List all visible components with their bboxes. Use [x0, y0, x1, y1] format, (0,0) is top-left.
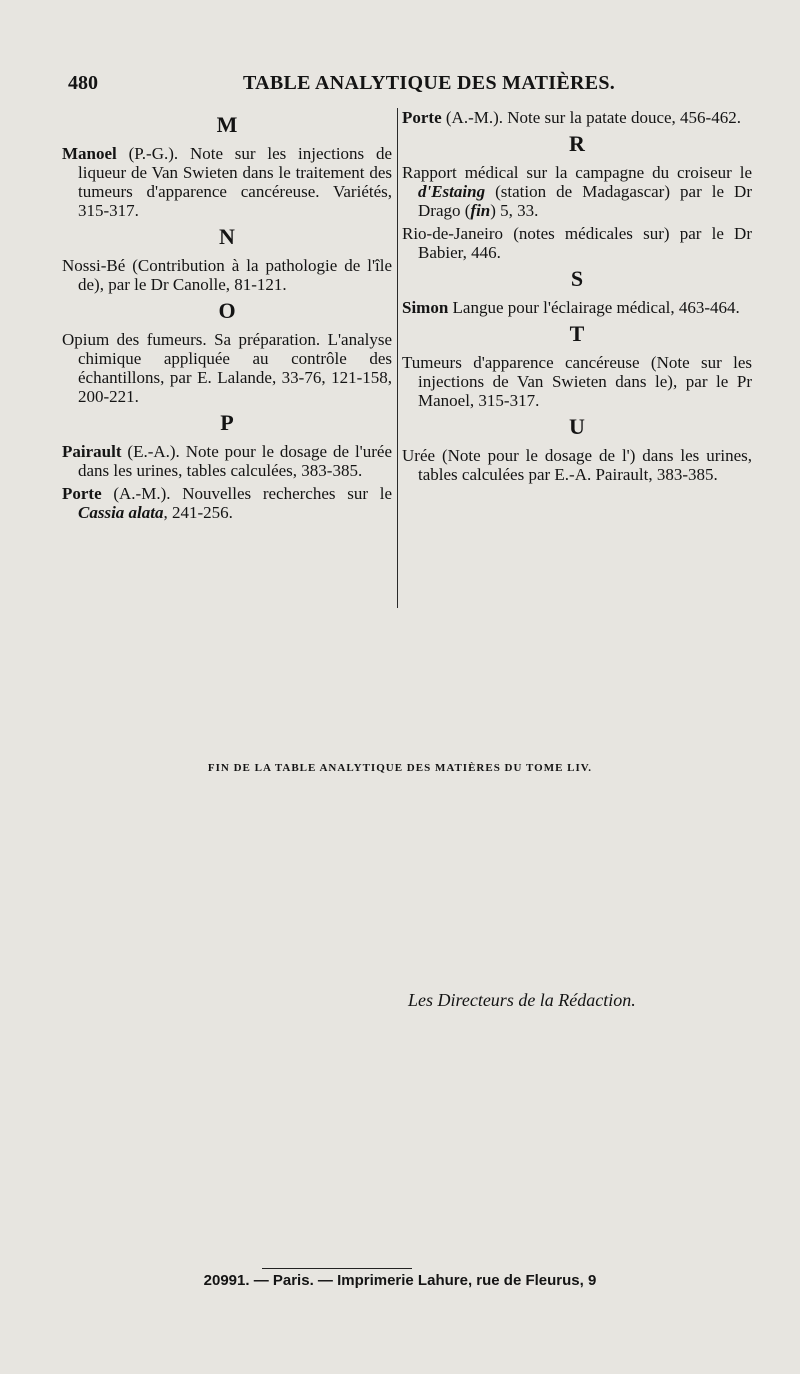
entry-italic: d'Estaing [418, 182, 486, 201]
letter-heading-s: S [570, 266, 584, 291]
index-entry-nossi-be: Nossi-Bé (Contribution à la pathologie de l'île de), par le Dr Canolle, 81-121. [62, 256, 392, 294]
entry-text: (E.-A.). Note pour le dosage de l'urée dans les urines, tables calculées, 383-385. [78, 442, 392, 480]
closing-line: FIN DE LA TABLE ANALYTIQUE DES MATIÈRES DU TOME LIV. [207, 762, 593, 774]
right-column [402, 108, 752, 488]
entry-text: Langue pour l'éclairage médical, 463-464. [448, 298, 740, 317]
index-entry-porte-patate [402, 108, 752, 127]
index-entry-simon [402, 298, 752, 317]
letter-heading-n: N [219, 224, 235, 249]
index-entry-uree: Urée (Note pour le dosage de l') dans les urines, tables calculées par E.-A. Pairault, 383-385. [402, 446, 752, 484]
entry-text: (station de Madagascar) par le Dr Drago ( [418, 182, 752, 220]
index-entry-opium: Opium des fumeurs. Sa préparation. L'analyse chimique appliquée au contrôle des échantillons, par E. Lalande, 33-76, 121-158, 200-221. [62, 330, 392, 406]
page-header [68, 72, 616, 102]
index-entry-porte-cassia [62, 484, 392, 522]
editors-signature: Les Directeurs de la Rédaction. [408, 990, 636, 1010]
left-column [62, 108, 392, 526]
letter-heading-u: U [569, 414, 585, 439]
letter-heading-t: T [569, 321, 585, 346]
entry-text: (A.-M.). Nouvelles recherches sur le [101, 484, 392, 503]
entry-text: Rapport médical sur la campagne du croiseur le [402, 163, 752, 182]
running-title: TABLE ANALYTIQUE DES MATIÈRES. [243, 72, 616, 94]
letter-heading-o: O [218, 298, 236, 323]
entry-italic: Cassia alata [78, 503, 164, 522]
headword: Porte [62, 484, 102, 503]
headword: Pairault [62, 442, 122, 461]
entry-italic: fin [470, 201, 491, 220]
index-entry-tumeurs: Tumeurs d'apparence cancéreuse (Note sur les injections de Van Swieten dans le), par le Pr Manoel, 315-317. [402, 353, 752, 410]
letter-heading-m: M [216, 112, 238, 137]
index-entry-rio-de-janeiro: Rio-de-Janeiro (notes médicales sur) par le Dr Babier, 446. [402, 224, 752, 262]
letter-heading-p: P [220, 410, 234, 435]
entry-text: , 241-256. [163, 503, 233, 522]
entry-text: (P.-G.). Note sur les injections de liqueur de Van Swieten dans le traitement des tumeurs d'apparence cancéreuse. Variétés, 315-317. [78, 144, 392, 220]
headword: Simon [402, 298, 449, 317]
entry-text: ) 5, 33. [490, 201, 539, 220]
entry-text: (A.-M.). Note sur la patate douce, 456-462. [441, 108, 741, 127]
page-number: 480 [68, 72, 98, 94]
index-entry-pairault [62, 442, 392, 480]
index-entry-rapport [402, 163, 752, 220]
footer-rule [262, 1268, 412, 1269]
headword: Porte [402, 108, 442, 127]
printer-imprint: 20991. — Paris. — Imprimerie Lahure, rue de Fleurus, 9 [203, 1272, 597, 1289]
headword: Manoel [62, 144, 117, 163]
letter-heading-r: R [569, 131, 585, 156]
column-divider [397, 108, 398, 608]
index-entry-manoel [62, 144, 392, 220]
